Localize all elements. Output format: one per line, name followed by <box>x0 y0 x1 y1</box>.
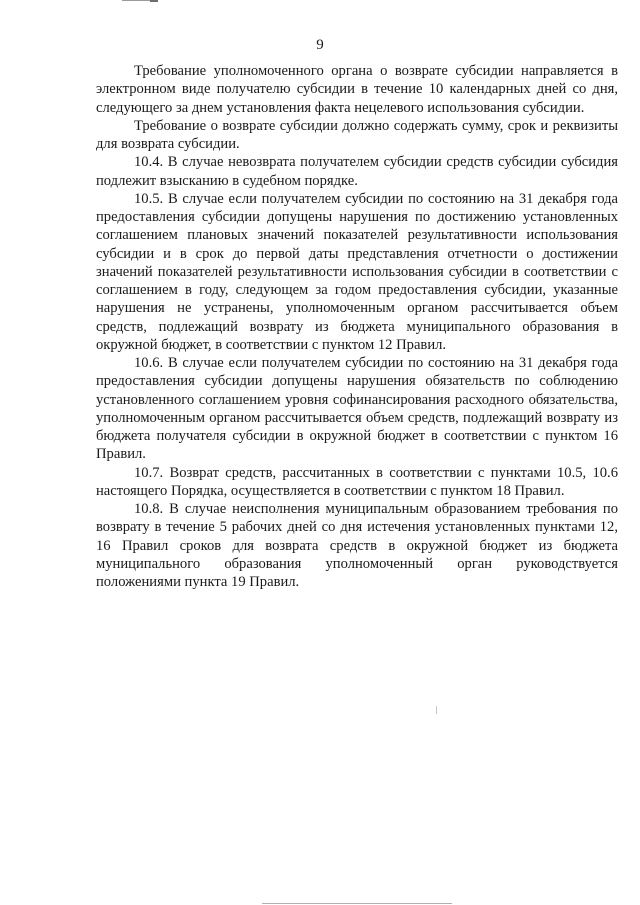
paragraph-10-8: 10.8. В случае неисполнения муниципальным образованием требования по возврату в течение 5 рабочих дней со дня истечения установленных пунктами 12, 16 Правил сроков для возврата средств в окружной бюджет из бюджета муниципального образования уполномоченный орган руководствуется положениями пункта 19 Правил. <box>96 501 618 590</box>
scan-speck <box>436 706 437 714</box>
paragraph-10-7: 10.7. Возврат средств, рассчитанных в соответствии с пунктами 10.5, 10.6 настоящего Порядка, осуществляется в соответствии с пунктом 18 Правил. <box>96 464 618 499</box>
document-body <box>96 62 618 591</box>
paragraph-10-5: 10.5. В случае если получателем субсидии по состоянию на 31 декабря года предоставления субсидии допущены нарушения по достижению установленных соглашением плановых значений показателей результативности использования субсидии и в срок до первой даты представления отчетности о достижении значений показателей результативности использования субсидии в соответствии с соглашением в году, следующем за годом предоставления субсидии, указанные нарушения не устранены, уполномоченным органом рассчитывается объем средств, подлежащий возврату из бюджета муниципального образования в окружной бюджет, в соответствии с пунктом 12 Правил. <box>96 190 618 353</box>
paragraph-request-contents: Требование о возврате субсидии должно содержать сумму, срок и реквизиты для возврата субсидии. <box>96 117 618 152</box>
page-number: 9 <box>316 37 324 53</box>
paragraph-refund-request: Требование уполномоченного органа о возврате субсидии направляется в электронном виде получателю субсидии в течение 10 календарных дней со дня, следующего за днем установления факта нецелевого использования субсидии. <box>96 63 618 116</box>
paragraph-10-6: 10.6. В случае если получателем субсидии по состоянию на 31 декабря года предоставления субсидии допущены нарушения обязательств по соблюдению установленного соглашением уровня софинансирования расходного обязательства, уполномоченным органом рассчитывается объем средств, подлежащий возврату из бюджета получателя субсидии в окружной бюджет в соответствии с пунктом 16 Правил. <box>96 355 618 463</box>
paragraph-10-4: 10.4. В случае невозврата получателем субсидии средств субсидии субсидия подлежит взысканию в судебном порядке. <box>96 154 618 189</box>
scan-artifact-bottom <box>262 903 452 904</box>
scan-artifact-top-dark <box>150 0 158 2</box>
